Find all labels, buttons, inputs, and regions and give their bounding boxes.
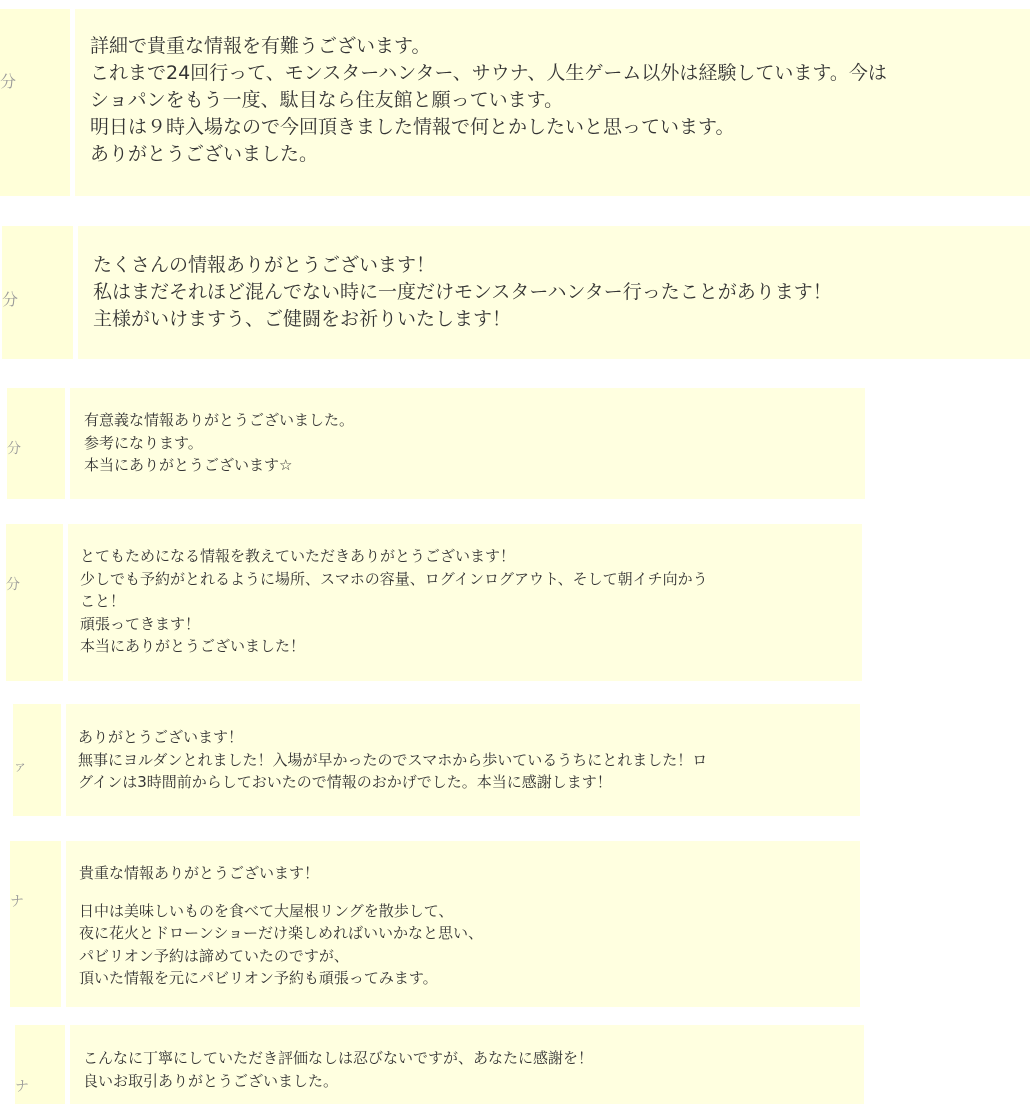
comment-line: 本当にありがとうございました！ (80, 637, 306, 655)
comment-line: 有意義な情報ありがとうございました。 (84, 411, 355, 429)
comment-line: 夜に花火とドローンショーだけ楽しめればいいかなと思い、 (79, 924, 484, 942)
review-card (6, 524, 862, 681)
comment-line: 頂いた情報を元にパビリオン予約も頑張ってみます。 (79, 969, 438, 987)
review-card (15, 1025, 864, 1104)
comment-line: こんなに丁寧にしていただき評価なしは忍びないですが、あなたに感謝を！ (83, 1049, 594, 1067)
comment-line: ショパンをもう一度、駄目なら住友館と願っています。 (90, 89, 564, 111)
comment-line: これまで24回行って、モンスターハンター、サウナ、人生ゲーム以外は経験しています。今は (90, 62, 887, 84)
time-unit-label: ナ (15, 1079, 29, 1095)
time-unit-label: 分 (7, 441, 21, 457)
review-meta-column (13, 704, 61, 816)
comment-line: たくさんの情報ありがとうございます！ (93, 254, 436, 276)
comment-line: パビリオン予約は諦めていたのですが、 (79, 946, 349, 965)
time-unit-label: ナ (10, 894, 24, 910)
review-comment (66, 704, 860, 816)
time-unit-label: ァ (13, 759, 27, 775)
comment-line: 貴重な情報ありがとうございます！ (79, 864, 320, 882)
review-meta-column (7, 388, 65, 499)
comment-line: ありがとうございます！ (78, 728, 244, 746)
review-card (7, 388, 865, 499)
comment-line: ありがとうございました。 (90, 143, 319, 165)
review-comment (75, 9, 1030, 196)
review-meta-column (6, 524, 63, 681)
comment-line: 良いお取引ありがとうございました。 (83, 1071, 339, 1090)
review-comment (70, 1025, 864, 1104)
time-unit-label: 分 (2, 290, 19, 309)
comment-line: 頑張ってきます！ (80, 614, 201, 633)
review-comment (78, 226, 1030, 359)
time-unit-label: 分 (6, 577, 20, 593)
review-comment (70, 388, 865, 499)
comment-line: 私はまだそれほど混んでない時に一度だけモンスターハンター行ったことがあります！ (93, 281, 832, 303)
review-meta-column (15, 1025, 65, 1104)
comment-line: 本当にありがとうございます☆ (84, 456, 293, 474)
comment-line: 詳細で貴重な情報を有難うございます。 (90, 35, 431, 57)
comment-line: 無事にヨルダンとれました！入場が早かったのでスマホから歩いているうちにとれました！ロ (78, 750, 708, 769)
comment-line: 主様がいけますう、ご健闘をお祈りいたします！ (93, 308, 512, 330)
comment-line: グインは3時間前からしておいたので情報のおかげでした。本当に感謝します！ (78, 773, 612, 791)
review-comment (68, 524, 862, 681)
review-meta-column (2, 226, 73, 359)
review-card (0, 9, 1030, 196)
comment-line: 明日は９時入場なので今回頂きました情報で何とかしたいと思っています。 (90, 116, 735, 138)
review-meta-column (10, 841, 61, 1007)
time-unit-label: 分 (0, 72, 17, 91)
comment-line: 日中は美味しいものを食べて大屋根リングを散歩して、 (79, 901, 454, 920)
review-card (2, 226, 1030, 359)
comment-line (79, 885, 860, 900)
comment-line: こと！ (80, 592, 126, 610)
comment-line: 参考になります。 (84, 433, 203, 452)
review-meta-column (0, 9, 70, 196)
comment-line: 少しでも予約がとれるように場所、スマホの容量、ログインログアウト、そして朝イチ向かう (80, 569, 708, 588)
review-comment (66, 841, 860, 1007)
review-card (10, 841, 860, 1007)
review-card (13, 704, 860, 816)
comment-line: とてもためになる情報を教えていただきありがとうございます！ (80, 547, 516, 565)
